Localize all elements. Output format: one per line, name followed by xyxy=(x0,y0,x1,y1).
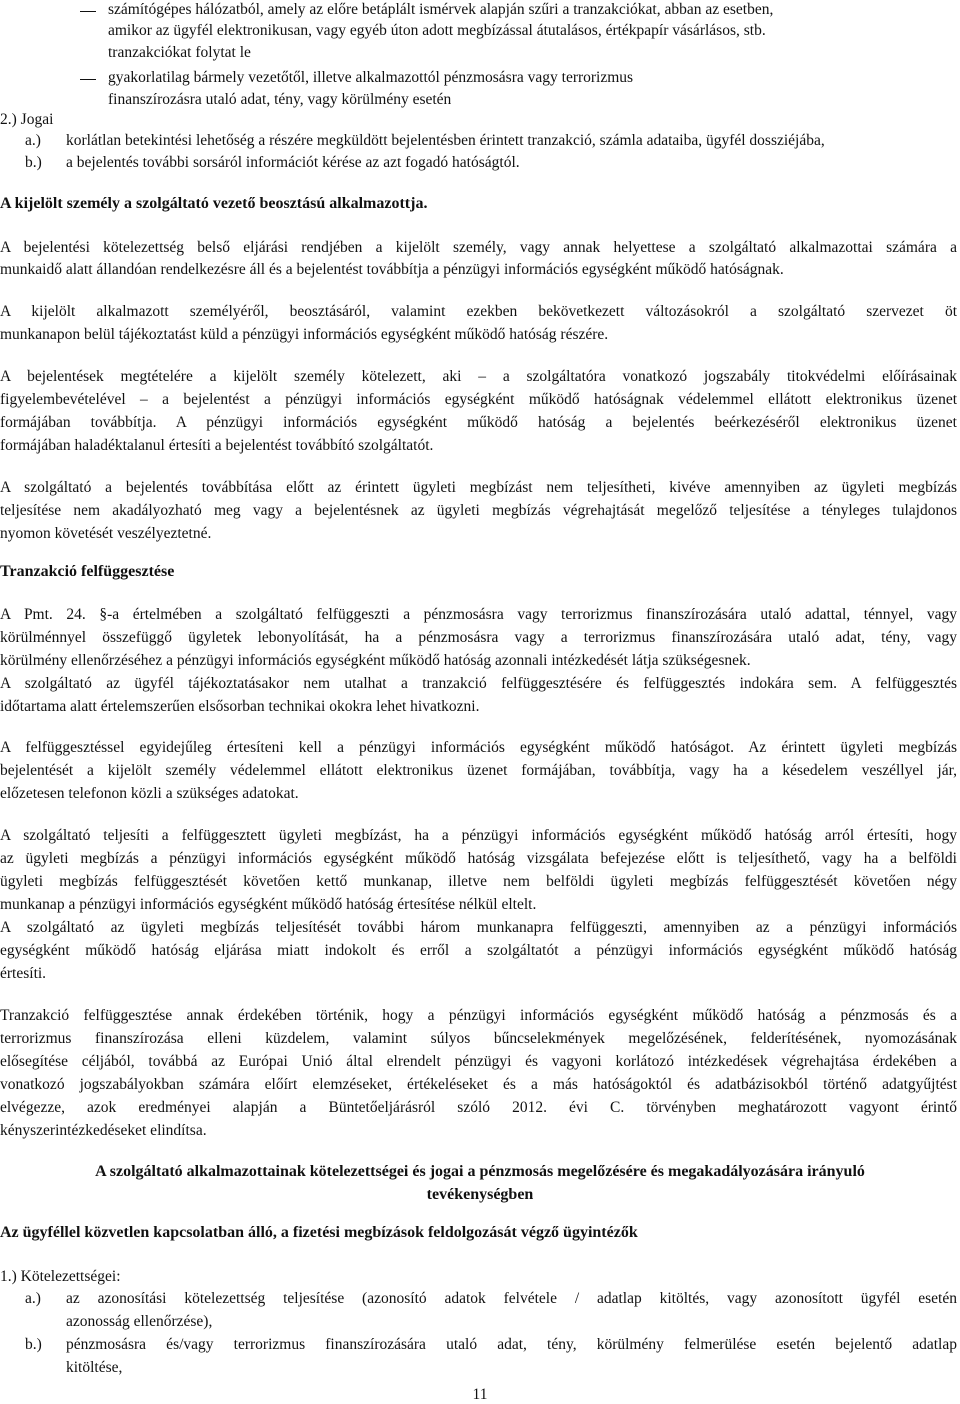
section-heading-line: tevékenységben xyxy=(426,1186,534,1203)
paragraph-line: munkanapon belül tájékoztatást küld a pénzügyi információs egységként működő hatóság részére. xyxy=(0,326,609,343)
list-item-line: finanszírozásra utaló adat, tény, vagy körülmény esetén xyxy=(108,91,452,108)
paragraph-line: formájában továbbítja. A pénzügyi információs egységként működő hatóság a bejelentés beérkezéséről elektronikus üzenet xyxy=(0,414,957,431)
paragraph-line: munkaidő alatt állandóan rendelkezésre áll és a bejelentést továbbítja a pénzügyi információs egységként működő hatóságnak. xyxy=(0,261,784,278)
paragraph-line: A bejelentési kötelezettség belső eljárási rendjében a kijelölt személy, vagy annak helyettese a szolgáltató alkalmazottai számára a xyxy=(0,239,957,256)
section-heading-line: A szolgáltató alkalmazottainak kötelezettségei és jogai a pénzmosás megelőzésére és megakadályozására irányuló xyxy=(95,1163,865,1180)
paragraph-line: egységként működő hatóság eljárása miatt indokolt és erről a szolgáltatót a pénzügyi információs egységként működő hatóság xyxy=(0,942,957,959)
designated-person-heading: A kijelölt személy a szolgáltató vezető beosztású alkalmazottja. xyxy=(0,195,428,212)
list-dash xyxy=(80,79,96,80)
paragraph-line: A felfüggesztéssel egyidejűleg értesíteni kell a pénzügyi információs egységként működő hatóságot. Az érintett ügyleti megbízás xyxy=(0,739,957,756)
rights-heading: 2.) Jogai xyxy=(0,111,54,128)
paragraph-line: A szolgáltató a bejelentés továbbítása előtt az érintett ügyleti megbízást nem teljesítheti, kivéve amennyiben az ügyleti megbízás xyxy=(0,479,957,496)
rights-a-label: a.) xyxy=(25,132,41,149)
list-item-line: amikor az ügyfél elektronikusan, vagy egyéb úton adott megbízással átutalásos, értékpapír vásárlásos, stb. xyxy=(108,22,766,39)
paragraph-line: bejelentését a kijelölt személy védelemmel ellátott elektronikus üzenet formájában, továbbítja, vagy ha a késedelem veszéllyel jár, xyxy=(0,762,957,779)
obligations-b-line: kitöltése, xyxy=(66,1359,123,1376)
paragraph-line: figyelembevételével – a bejelentést a pénzügyi információs egységként működő hatóságnak védelemmel ellátott elektronikus üzenet xyxy=(0,391,957,408)
obligations-b-line: pénzmosásra és/vagy terrorizmus finanszírozására utaló adat, tény, körülmény felmerülése esetén bejelentő adatlap xyxy=(66,1336,957,1353)
paragraph-line: elvégezze, azok eredményei alapján a Büntetőeljárásról szóló 2012. évi C. törvényben meghatározott vagyont érintő xyxy=(0,1099,957,1116)
list-item-line: tranzakciókat folytat le xyxy=(108,44,251,61)
paragraph-line: kényszerintézkedéseket elindítsa. xyxy=(0,1122,207,1139)
obligations-a-line: az azonosítási kötelezettség teljesítése (azonosító adatok felvétele / adatlap kitöltés, vagy azonosított ügyfél esetén xyxy=(66,1290,957,1307)
paragraph-line: időtartama alatt értelemszerűen elsősorban technikai okokra lehet hivatkozni. xyxy=(0,698,480,715)
rights-b-label: b.) xyxy=(25,154,42,171)
suspension-heading: Tranzakció felfüggesztése xyxy=(0,563,175,580)
obligations-a-label: a.) xyxy=(25,1290,41,1307)
paragraph-line: formájában haladéktalanul értesíti a bejelentést továbbító szolgáltatót. xyxy=(0,437,434,454)
paragraph-line: Tranzakció felfüggesztése annak érdekében történik, hogy a pénzügyi információs egységként működő hatóság a pénzmosás és a xyxy=(0,1007,957,1024)
paragraph-line: terrorizmus finanszírozása elleni küzdelem, valamint súlyos bűncselekmények megelőzésének, felderítésének, nyomozásának xyxy=(0,1030,957,1047)
paragraph-line: értesíti. xyxy=(0,965,47,982)
paragraph-line: körülmény ellenőrzéséhez a pénzügyi információs egységként működő hatóság azonnali intézkedését látja szükségesnek. xyxy=(0,652,751,669)
page-number: 11 xyxy=(472,1386,488,1403)
paragraph-line: munkanap a pénzügyi információs egységként működő hatóság értesítése nélkül eltelt. xyxy=(0,896,537,913)
obligations-b-label: b.) xyxy=(25,1336,42,1353)
clerks-subheading: Az ügyféllel közvetlen kapcsolatban álló, a fizetési megbízások feldolgozását végző ügyintézők xyxy=(0,1224,638,1241)
paragraph-line: az ügyleti megbízás a pénzügyi információs egységként működő hatóság vizsgálata befejezése előtt is teljesíthető, vagy ha a belföldi xyxy=(0,850,957,867)
list-item-line: gyakorlatilag bármely vezetőtől, illetve alkalmazottól pénzmosásra vagy terrorizmus xyxy=(108,69,634,86)
list-item-line: számítógépes hálózatból, amely az előre betáplált ismérvek alapján szűri a tranzakciókat, abban az esetben, xyxy=(108,1,774,18)
obligations-a-line: azonosság ellenőrzése), xyxy=(66,1313,213,1330)
paragraph-line: A szolgáltató az ügyfél tájékoztatásakor nem utalhat a tranzakció felfüggesztésére és felfüggesztés indokára sem. A felfüggesztés xyxy=(0,675,957,692)
paragraph-line: A Pmt. 24. §-a értelmében a szolgáltató felfüggeszti a pénzmosásra vagy terrorizmus finanszírozására utaló adattal, ténnyel, vagy xyxy=(0,606,957,623)
paragraph-line: A kijelölt alkalmazott személyéről, beosztásáról, valamint ezekben bekövetkezett változásokról a szolgáltató szervezet öt xyxy=(0,303,957,320)
obligations-heading: 1.) Kötelezettségei: xyxy=(0,1268,121,1285)
list-dash xyxy=(80,11,96,12)
paragraph-line: vonatkozó jogszabályokban számára előírt elemzéseket, értékeléseket és a más hatóságoktól és adatbázisokból történő adatgyűjtést xyxy=(0,1076,957,1093)
paragraph-line: A szolgáltató teljesíti a felfüggesztett ügyleti megbízást, ha a pénzügyi információs egységként működő hatóság arról értesíti, hogy xyxy=(0,827,957,844)
paragraph-line: ügyleti megbízás felfüggesztését követően kettő munkanap, illetve nem belföldi ügyleti megbízás felfüggesztését követően négy xyxy=(0,873,957,890)
paragraph-line: nyomon követését veszélyeztetné. xyxy=(0,525,212,542)
paragraph-line: A bejelentések megtételére a kijelölt személy kötelezett, aki – a szolgáltatóra vonatkozó jogszabály titokvédelmi előírásainak xyxy=(0,368,957,385)
paragraph-line: A szolgáltató az ügyleti megbízás teljesítését további három munkanapra felfüggeszti, amennyiben az a pénzügyi információs xyxy=(0,919,957,936)
paragraph-line: elősegítése céljából, továbbá az Európai Unió által elrendelt pénzügyi és vagyoni korlátozó intézkedések végrehajtása érdekében a xyxy=(0,1053,957,1070)
paragraph-line: körülménnyel összefüggő ügyletek lebonyolítását, ha a pénzmosásra vagy a terrorizmus finanszírozására utaló adat, tény, vagy xyxy=(0,629,957,646)
rights-a-text: korlátlan betekintési lehetőség a részére megküldött bejelentésben érintett tranzakció, számla adataiba, ügyfél dossziéjába, xyxy=(66,132,825,149)
rights-b-text: a bejelentés további sorsáról információt kérése az azt fogadó hatóságtól. xyxy=(66,154,520,171)
paragraph-line: teljesítése nem akadályozható meg vagy a bejelentésnek az ügyleti megbízás végrehajtását megelőző teljesítése a tényleges tulajdonos xyxy=(0,502,957,519)
paragraph-line: előzetesen telefonon közli a szükséges adatokat. xyxy=(0,785,299,802)
